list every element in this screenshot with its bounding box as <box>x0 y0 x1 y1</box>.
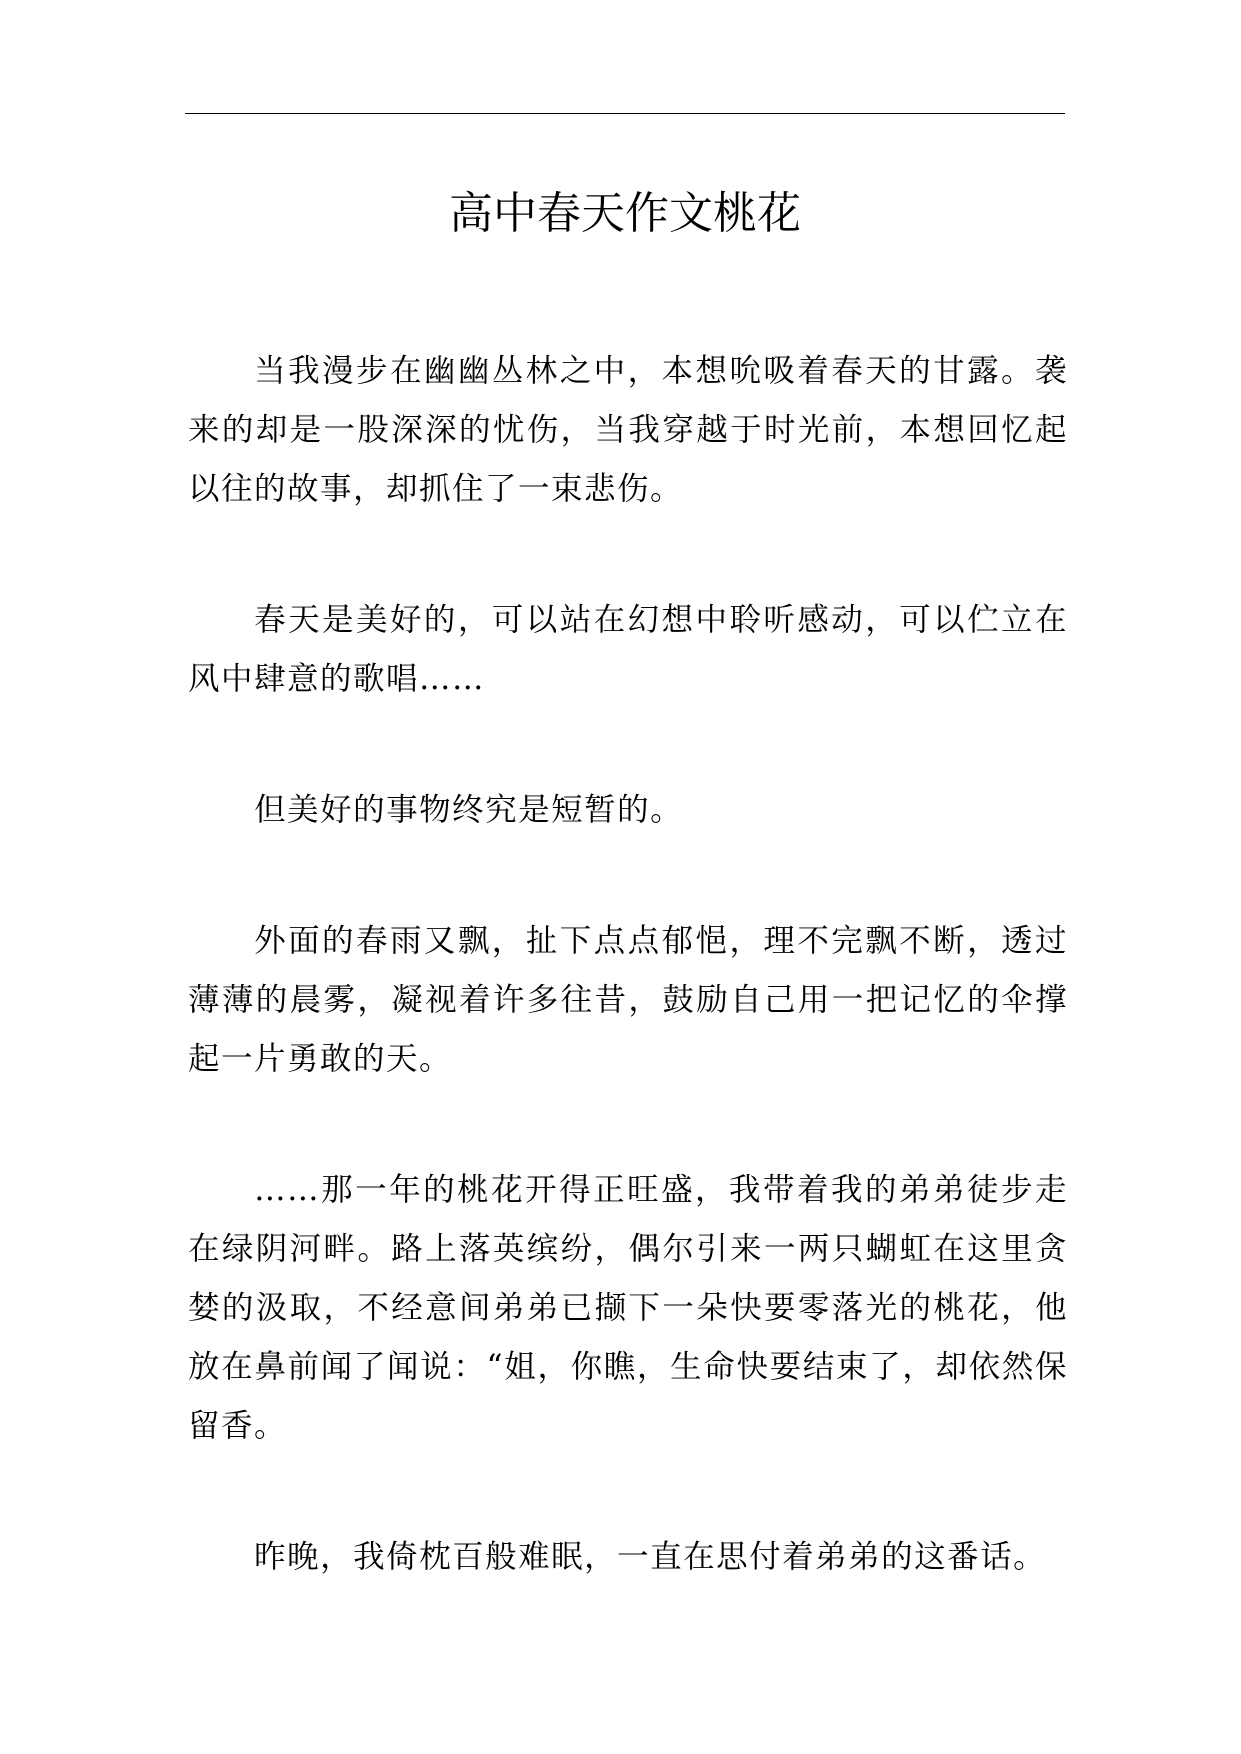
header-rule <box>185 113 1065 114</box>
document-body <box>188 342 1068 1659</box>
paragraph-3: 但美好的事物终究是短暂的。 <box>254 792 684 828</box>
paragraph-5: ……那一年的桃花开得正旺盛，我带着我的弟弟徒步走在绿阴河畔。路上落英缤纷，偶尔引来一两只蝴虹在这里贪婪的汲取，不经意间弟弟已撷下一朵快要零落光的桃花，他放在鼻前闻了闻说：“姐，你瞧，生命快要结束了，却依然保留香。 <box>188 1172 1068 1444</box>
document-title: 高中春天作文桃花 <box>449 188 801 240</box>
paragraph-1: 当我漫步在幽幽丛林之中，本想吮吸着春天的甘露。袭来的却是一股深深的忧伤，当我穿越于时光前，本想回忆起以往的故事，却抓住了一束悲伤。 <box>188 353 1068 507</box>
paragraph-4: 外面的春雨又飘，扯下点点郁悒，理不完飘不断，透过薄薄的晨雾，凝视着许多往昔，鼓励自己用一把记忆的伞撑起一片勇敢的天。 <box>188 923 1068 1077</box>
paragraph-2: 春天是美好的，可以站在幻想中聆听感动，可以伫立在风中肆意的歌唱…… <box>188 602 1068 697</box>
paragraph-6: 昨晚，我倚枕百般难眠，一直在思付着弟弟的这番话。 <box>254 1539 1047 1575</box>
